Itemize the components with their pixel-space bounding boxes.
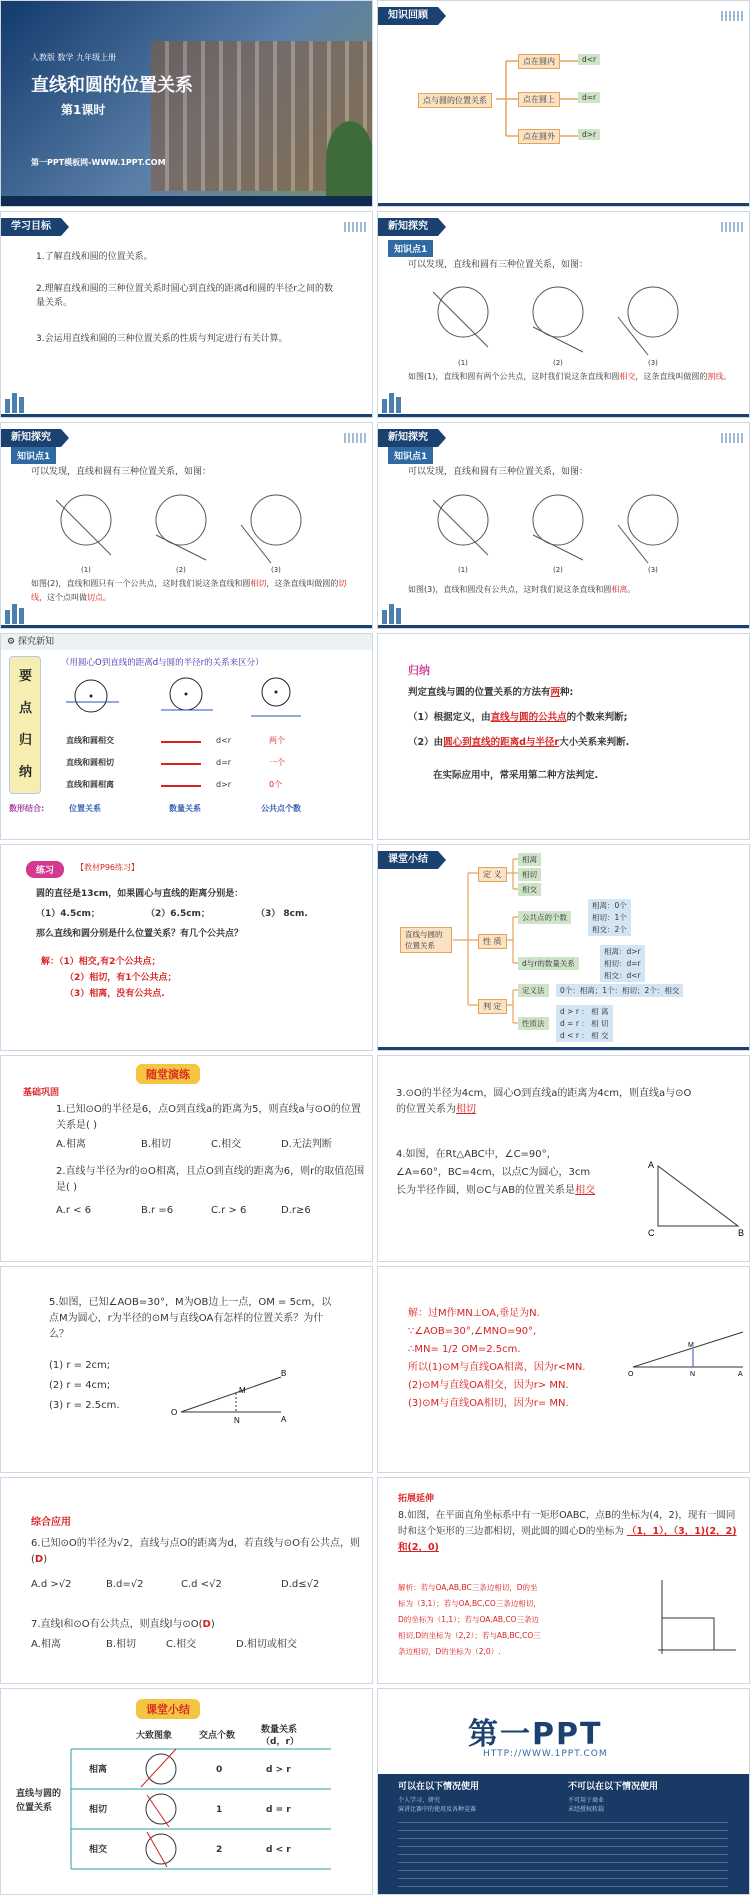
slide-induction bbox=[377, 633, 750, 840]
q1-opt-a: A.相离 bbox=[56, 1139, 86, 1150]
induction-title: 归纳 bbox=[408, 664, 430, 677]
link-list[interactable] bbox=[398, 1822, 728, 1890]
intro-text: 可以发现，直线和圆有三种位置关系，如图： bbox=[408, 260, 589, 270]
arrow-icon bbox=[161, 741, 201, 743]
summary-badge: 课堂小结 bbox=[136, 1699, 200, 1719]
svg-text:A: A bbox=[281, 1415, 287, 1424]
option-3: （3） 8cm. bbox=[256, 909, 308, 919]
sub-label: 知识点1 bbox=[388, 240, 433, 257]
slide-practice-3 bbox=[0, 1266, 373, 1473]
slide-practice-1 bbox=[0, 1055, 373, 1262]
judge-prop: 性质法 bbox=[518, 1017, 549, 1030]
svg-text:N: N bbox=[234, 1416, 240, 1425]
col-3: 数量关系（d，r） bbox=[261, 1725, 299, 1747]
def-item-3: 相交 bbox=[518, 883, 541, 896]
angle-figure bbox=[171, 1367, 291, 1427]
question-2: 那么直线和圆分别是什么位置关系？有几个公共点？ bbox=[36, 929, 244, 939]
q5: 5.如图，已知∠AOB=30°，M为OB边上一点，OM = 5cm，以点M为圆心，r为半径的⊙M与直线OA有怎样的位置关系？为什么？ bbox=[49, 1297, 332, 1340]
label-1: (1) bbox=[458, 566, 468, 574]
slide-header: ⚙ 探究新知 bbox=[1, 634, 372, 650]
slide-comprehensive bbox=[0, 1477, 373, 1684]
svg-text:O: O bbox=[628, 1371, 634, 1377]
row-name-2: 相切 bbox=[89, 1805, 108, 1815]
cover-bottom-bar bbox=[1, 196, 372, 206]
slide-goals bbox=[0, 211, 373, 418]
q4: 4.如图，在Rt△ABC中，∠C=90°，∠A=60°，BC=4cm，以点C为圆心，3cm长为半径作圆，则⊙C与AB的位置关系是相交 bbox=[396, 1149, 596, 1196]
angle-figure bbox=[628, 1327, 748, 1377]
row-count-1: 两个 bbox=[269, 736, 285, 745]
q7-opt-b: B.相切 bbox=[106, 1639, 137, 1650]
exercise-tag: 练习 bbox=[26, 861, 64, 878]
bottom-label-1: 位置关系 bbox=[69, 804, 101, 813]
right-item-1: 不可用于商业 bbox=[568, 1797, 605, 1804]
col-2: 交点个数 bbox=[199, 1731, 236, 1741]
arrow-icon bbox=[161, 785, 201, 787]
sol-6: (3)⊙M与直线OA相切，因为r= MN. bbox=[408, 1398, 569, 1409]
slide-review bbox=[377, 0, 750, 207]
footer-bar bbox=[378, 414, 749, 417]
slide-header: 新知探究 bbox=[378, 218, 438, 236]
coordinate-figure bbox=[648, 1578, 738, 1658]
q5-item-1: (1) r = 2cm; bbox=[49, 1360, 111, 1371]
prop-count-item-1: 相离：0个 bbox=[588, 899, 631, 912]
q2-opt-c: C.r > 6 bbox=[211, 1205, 247, 1216]
circles-figure bbox=[433, 485, 703, 565]
goal-3: 3.会运用直线和圆的三种位置关系的性质与判定进行有关计算。 bbox=[36, 334, 288, 344]
circle-diagrams bbox=[61, 674, 301, 724]
q7-opt-c: C.相交 bbox=[166, 1639, 197, 1650]
def-item-2: 相切 bbox=[518, 868, 541, 881]
q1-opt-d: D.无法判断 bbox=[281, 1139, 332, 1150]
sol-4: 相切,D的坐标为（2,2）；若与AB,BC,CO三 bbox=[398, 1631, 541, 1640]
q2: 2.直线与半径为r的⊙O相离，且点O到直线的距离为6，则r的取值范围是( ) bbox=[56, 1166, 365, 1193]
pattern-deco bbox=[721, 433, 743, 443]
q6-opt-b: B.d=√2 bbox=[106, 1579, 144, 1590]
branch-definition: 定 义 bbox=[478, 867, 507, 882]
judge-prop-item-2: d = r ： 相 切 bbox=[556, 1017, 613, 1030]
branch-lines bbox=[378, 1, 750, 207]
bottom-label-3: 公共点个数 bbox=[261, 804, 301, 813]
books-icon bbox=[382, 391, 408, 413]
label-2: (2) bbox=[553, 566, 563, 574]
sol-4: 所以(1)⊙M与直线OA相离，因为r<MN. bbox=[408, 1362, 586, 1373]
question: 圆的直径是13cm，如果圆心与直线的距离分别是： bbox=[36, 889, 244, 899]
prop-count-item-3: 相交：2个 bbox=[588, 923, 631, 936]
svg-text:N: N bbox=[690, 1371, 696, 1377]
judge-prop-item-3: d < r ： 相 交 bbox=[556, 1029, 613, 1042]
point-a: A bbox=[648, 1160, 655, 1170]
footer-bar bbox=[378, 203, 749, 206]
point-c: C bbox=[648, 1228, 655, 1238]
q2-opt-a: A.r < 6 bbox=[56, 1205, 92, 1216]
definition-text: 如图(3)，直线和圆没有公共点，这时我们说这条直线和圆相离。 bbox=[408, 585, 636, 594]
line-4: 在实际应用中，常采用第二种方法判定. bbox=[433, 770, 599, 781]
slide-cover bbox=[0, 0, 373, 207]
prop-rel-item-2: 相切：d=r bbox=[600, 957, 645, 970]
left-title: 可以在以下情况使用 bbox=[398, 1782, 480, 1792]
answer-2: （2）相切，有1个公共点； bbox=[65, 973, 177, 983]
item-outside: 点在圆外 bbox=[518, 129, 560, 144]
q6-opt-d: D.d≤√2 bbox=[281, 1579, 320, 1590]
rel-outside: d>r bbox=[578, 129, 600, 140]
judge-def: 定义法 bbox=[518, 984, 549, 997]
q2-opt-d: D.r≥6 bbox=[281, 1205, 311, 1216]
label-3: (3) bbox=[648, 566, 658, 574]
slide-header: 新知探究 bbox=[378, 429, 438, 447]
judge-def-item: 0个：相离；1个：相切；2个：相交 bbox=[556, 984, 683, 997]
definition-text: 如图(1)，直线和圆有两个公共点，这时我们说这条直线和圆相交，这条直线叫做圆的割线。 bbox=[408, 372, 732, 381]
slide-header: 课堂小结 bbox=[378, 851, 438, 869]
sol-3: ∴MN= 1/2 OM=2.5cm. bbox=[408, 1344, 521, 1355]
slide-class-summary bbox=[377, 844, 750, 1051]
row-rel-3: d < r bbox=[266, 1845, 291, 1855]
svg-text:O: O bbox=[171, 1408, 178, 1417]
label-1: (1) bbox=[81, 566, 91, 574]
item-on: 点在圆上 bbox=[518, 92, 560, 107]
branch-judge: 判 定 bbox=[478, 999, 507, 1014]
row-name-1: 相离 bbox=[89, 1765, 108, 1775]
label-3: (3) bbox=[648, 359, 658, 367]
bottom-label-2: 数量关系 bbox=[169, 804, 201, 813]
line-1: 判定直线与圆的位置关系的方法有两种: bbox=[408, 687, 574, 698]
label-2: (2) bbox=[176, 566, 186, 574]
goal-2: 2.理解直线和圆的三种位置关系时圆心到直线的距离d和圆的半径r之间的数量关系。 bbox=[36, 284, 334, 308]
q6: 6.已知⊙O的半径为√2，直线与点O的距离为d，若直线与⊙O有公共点，则(D) bbox=[31, 1538, 360, 1565]
footer-bar bbox=[1, 414, 372, 417]
row-name-3: 直线和圆相离 bbox=[66, 780, 114, 789]
row-count-1: 0 bbox=[216, 1765, 223, 1775]
prop-rel-item-3: 相交：d<r bbox=[600, 969, 645, 982]
gear-icon: ⚙ bbox=[7, 637, 18, 647]
sol-5: (2)⊙M与直线OA相交，因为r> MN. bbox=[408, 1380, 569, 1391]
section-title: 综合应用 bbox=[31, 1517, 71, 1528]
q7-opt-a: A.相离 bbox=[31, 1639, 61, 1650]
rel-on: d=r bbox=[578, 92, 600, 103]
slide-knowledge-2 bbox=[0, 422, 373, 629]
q2-opt-b: B.r =6 bbox=[141, 1205, 174, 1216]
sub-label: 知识点1 bbox=[388, 447, 433, 464]
slide-knowledge-3 bbox=[377, 422, 750, 629]
point-b: B bbox=[738, 1228, 745, 1238]
q5-item-3: (3) r = 2.5cm. bbox=[49, 1400, 120, 1411]
books-icon bbox=[5, 602, 31, 624]
slide-header: 知识回顾 bbox=[378, 7, 438, 25]
row-name-2: 直线和圆相切 bbox=[66, 758, 114, 767]
arrow-icon bbox=[161, 763, 201, 765]
sub-label: 知识点1 bbox=[11, 447, 56, 464]
goal-1: 1.了解直线和圆的位置关系。 bbox=[36, 252, 153, 262]
footer-bar bbox=[1, 625, 372, 628]
sol-2: 标为（3,1）；若与OA,BC,CO三条边相切， bbox=[398, 1599, 541, 1608]
info-panel bbox=[378, 1774, 749, 1895]
prop-relation: d与r的数量关系 bbox=[518, 957, 579, 970]
answer-1: 解：（1）相交,有2个公共点； bbox=[41, 957, 161, 967]
root-node: 点与圆的位置关系 bbox=[418, 93, 492, 108]
prop-count-item-2: 相切：1个 bbox=[588, 911, 631, 924]
slide-end bbox=[377, 1688, 750, 1895]
root-node: 直线与圆的位置关系 bbox=[400, 927, 452, 953]
cover-lesson: 第1课时 bbox=[61, 103, 106, 117]
cover-title: 直线和圆的位置关系 bbox=[31, 75, 193, 96]
branch-property: 性 质 bbox=[478, 934, 507, 949]
prop-count: 公共点的个数 bbox=[518, 911, 571, 924]
def-item-1: 相离 bbox=[518, 853, 541, 866]
prop-rel-item-1: 相离：d>r bbox=[600, 945, 645, 958]
footer-bar bbox=[378, 625, 749, 628]
q1-opt-c: C.相交 bbox=[211, 1139, 242, 1150]
q8: 8.如图，在平面直角坐标系中有一矩形OABC，点B的坐标为(4，2)，现有一圆同时和这个矩形的三边都相切，则此圆的圆心D的坐标为 （1，1），（3，1)(2，2)和(2，0) bbox=[398, 1510, 737, 1553]
label-2: (2) bbox=[553, 359, 563, 367]
svg-text:M: M bbox=[688, 1342, 694, 1349]
label-1: (1) bbox=[458, 359, 468, 367]
section-title: 拓展延伸 bbox=[398, 1494, 435, 1504]
side-label: 直线与圆的位置关系 bbox=[16, 1789, 62, 1813]
row-count-2: 1 bbox=[216, 1805, 223, 1815]
cover-site[interactable]: 第一PPT模板网-WWW.1PPT.COM bbox=[31, 158, 166, 167]
circles-figure bbox=[56, 485, 326, 565]
q5-item-2: (2) r = 4cm; bbox=[49, 1380, 111, 1391]
cover-top-line: 人教版 数学 九年级上册 bbox=[31, 53, 117, 62]
slide-extension bbox=[377, 1477, 750, 1684]
line-2: （1）根据定义，由直线与圆的公共点的个数来判断; bbox=[408, 712, 628, 723]
triangle-figure bbox=[648, 1156, 748, 1246]
item-inside: 点在圆内 bbox=[518, 54, 560, 69]
row-rel-2: d=r bbox=[216, 758, 232, 767]
row-name-1: 直线和圆相交 bbox=[66, 736, 114, 745]
q1: 1.已知⊙O的半径是6，点O到直线a的距离为5，则直线a与⊙O的位置关系是( ) bbox=[56, 1104, 361, 1131]
slide-knowledge-1 bbox=[377, 211, 750, 418]
books-icon bbox=[382, 602, 408, 624]
q7-opt-d: D.相切或相交 bbox=[236, 1639, 297, 1650]
logo-url[interactable]: HTTP://WWW.1PPT.COM bbox=[483, 1749, 608, 1759]
pattern-deco bbox=[344, 433, 366, 443]
left-item-2: 演讲比赛中的使用及各种竞赛 bbox=[398, 1806, 477, 1813]
row-rel-1: d > r bbox=[266, 1765, 291, 1775]
option-2: （2）6.5cm； bbox=[146, 909, 210, 919]
rel-inside: d<r bbox=[578, 54, 600, 65]
svg-text:B: B bbox=[281, 1369, 287, 1378]
col-1: 大致图象 bbox=[136, 1731, 173, 1741]
row-rel-3: d>r bbox=[216, 780, 232, 789]
row-count-3: 2 bbox=[216, 1845, 223, 1855]
pattern-deco bbox=[721, 222, 743, 232]
row-count-3: 0个 bbox=[269, 780, 283, 789]
q7: 7.直线l和⊙O有公共点，则直线l与⊙O(D) bbox=[31, 1619, 215, 1630]
table-lines bbox=[1, 1689, 373, 1895]
slide-final-summary bbox=[0, 1688, 373, 1895]
practice-badge: 随堂演练 bbox=[136, 1064, 200, 1084]
definition-text: 如图(2)，直线和圆只有一个公共点，这时我们说这条直线和圆相切，这条直线叫做圆的切线，这个点叫做切点。 bbox=[31, 579, 347, 602]
q6-opt-c: C.d <√2 bbox=[181, 1579, 222, 1590]
footer-bar bbox=[378, 1047, 749, 1050]
pattern-deco bbox=[344, 222, 366, 232]
slide-header: 学习目标 bbox=[1, 218, 61, 236]
slide-practice-2 bbox=[377, 1055, 750, 1262]
judge-prop-item-1: d > r ： 相 离 bbox=[556, 1005, 613, 1018]
exercise-ref: 【教材P96练习】 bbox=[76, 863, 140, 872]
row-count-2: 一个 bbox=[269, 758, 285, 767]
row-rel-1: d<r bbox=[216, 736, 232, 745]
slide-solution bbox=[377, 1266, 750, 1473]
option-1: （1）4.5cm； bbox=[36, 909, 100, 919]
row-name-3: 相交 bbox=[89, 1845, 108, 1855]
combine-label: 数形结合: bbox=[9, 804, 45, 813]
answer-3: （3）相离，没有公共点. bbox=[65, 989, 165, 999]
q1-opt-b: B.相切 bbox=[141, 1139, 172, 1150]
sol-1: 解析：若与OA,AB,BC三条边相切，D的坐 bbox=[398, 1583, 538, 1592]
sol-3: D的坐标为（1,1）；若与OA,AB,CO三条边 bbox=[398, 1615, 540, 1624]
slide-exercise bbox=[0, 844, 373, 1051]
section-title: 基础巩固 bbox=[23, 1088, 60, 1098]
svg-text:A: A bbox=[738, 1371, 743, 1377]
slide-summary-table bbox=[0, 633, 373, 840]
logo: 第一PPT bbox=[468, 1717, 603, 1752]
right-title: 不可以在以下情况使用 bbox=[568, 1782, 659, 1792]
sol-5: 条边相切，D的坐标为（2,0）. bbox=[398, 1647, 501, 1656]
tree-image bbox=[326, 121, 373, 201]
topline: （用圆心O到直线的距离d与圆的半径r的关系来区分） bbox=[61, 658, 264, 668]
right-item-2: 未经授权转载 bbox=[568, 1806, 605, 1813]
slide-header: 新知探究 bbox=[1, 429, 61, 447]
row-rel-2: d = r bbox=[266, 1805, 291, 1815]
intro-text: 可以发现，直线和圆有三种位置关系，如图： bbox=[408, 467, 589, 477]
intro-text: 可以发现，直线和圆有三种位置关系，如图： bbox=[31, 467, 212, 477]
label-3: (3) bbox=[271, 566, 281, 574]
q3: 3.⊙O的半径为4cm，圆心O到直线a的距离为4cm，则直线a与⊙O的位置关系为相切 bbox=[396, 1088, 692, 1115]
books-icon bbox=[5, 391, 31, 413]
sol-1: 解：过M作MN⊥OA,垂足为N. bbox=[408, 1308, 540, 1319]
svg-text:M: M bbox=[239, 1386, 246, 1395]
circles-figure bbox=[433, 277, 703, 357]
side-box: 要 点 归 纳 bbox=[9, 656, 41, 794]
left-item-1: 个人学习、研究 bbox=[398, 1797, 441, 1804]
line-3: （2）由圆心到直线的距离d与半径r大小关系来判断. bbox=[408, 737, 630, 748]
q6-opt-a: A.d >√2 bbox=[31, 1579, 72, 1590]
sol-2: ∵∠AOB=30°,∠MNO=90°, bbox=[408, 1326, 537, 1337]
